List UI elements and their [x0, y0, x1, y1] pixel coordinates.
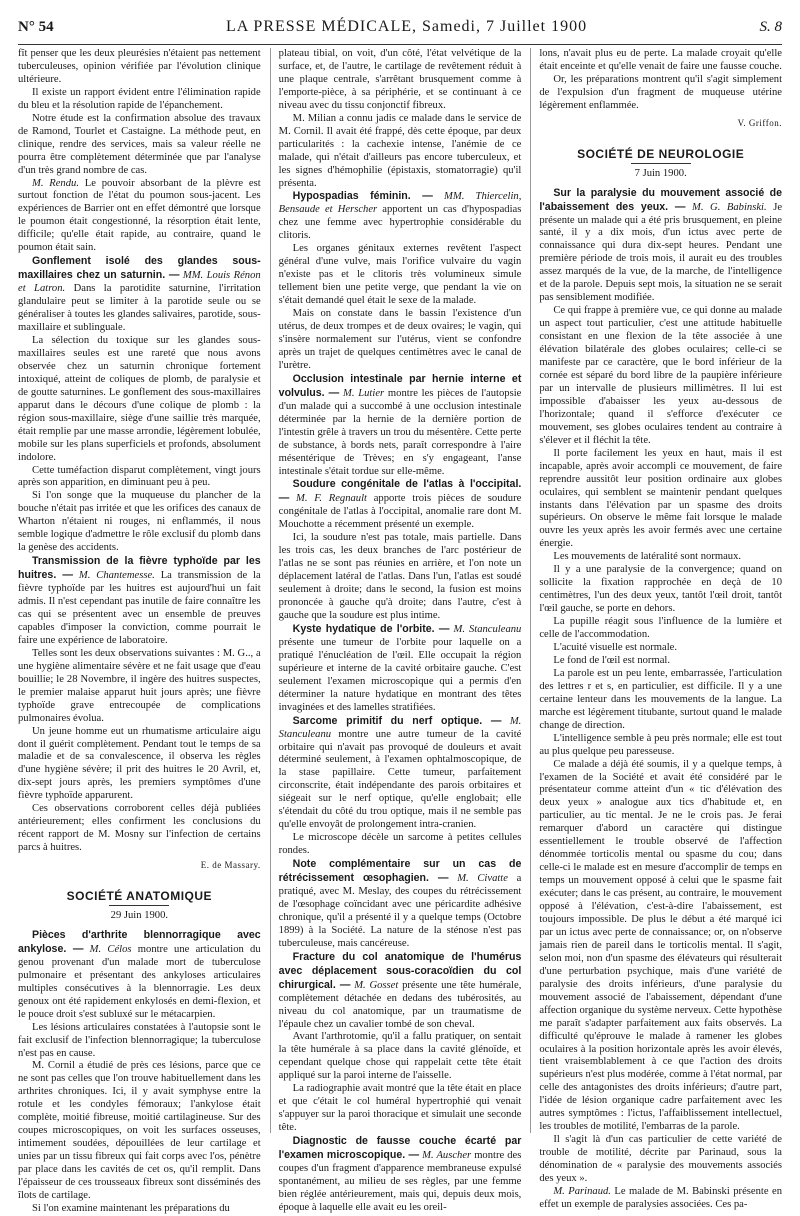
- section-heading: SOCIÉTÉ ANATOMIQUE: [66, 889, 213, 904]
- section-date: 29 Juin 1900.: [110, 910, 169, 921]
- paragraph: M. Milian a connu jadis ce malade dans le service de M. Cornil. Il avait été frappé, dès cette époque, par deux particularités : la cachexie intense, l'anémie de ce malade, qui n'était d'ailleurs pas encore tuberculeux, et les signes d'hémophilie (épistaxis, stomatorragie) qu'il présenta.: [278, 112, 522, 189]
- author: M. Stanculeanu: [453, 623, 522, 635]
- article-title: Sur la paralysie du mouvement associé de l'abaissement des yeux. —: [539, 186, 783, 213]
- paragraph: Mais on constate dans le bassin l'existence d'un utérus, de deux trompes et de deux ovaires; le vagin, qui s'insère normalement sur l'utérus, vient se confondre après un trajet de quelques centimètres avec le canal de l'urètre.: [278, 308, 522, 371]
- article-title: Kyste hydatique de l'orbite. —: [292, 622, 450, 635]
- paragraph: Le microscope décèle un sarcome à petites cellules rondes.: [278, 832, 522, 857]
- paragraph: Si l'on examine maintenant les préparations du: [32, 1202, 230, 1214]
- paragraph: L'acuité visuelle est normale.: [553, 641, 678, 653]
- paragraph: Or, les préparations montrent qu'il s'agit simplement de l'expulsion d'un fragment de muqueuse utérine légèrement enflammée.: [539, 73, 783, 111]
- paragraph: M. Rendu. Le pouvoir absorbant de la plèvre est surtout fonction de l'état du poumon sous-jacent. Les expériences de Barrier ont en effet démontré que lorsque le poumon était congestionné, la résorption était lente, difficile; qu'elle était rapide, au contraire, quand le poumon était sain.: [18, 177, 261, 254]
- article-title: Note complémentaire sur un cas de rétrécissement œsophagien. —: [278, 858, 522, 885]
- article-title: Hypospadias féminin. —: [292, 190, 433, 203]
- author: M. Lutier: [343, 387, 385, 399]
- author: M. Rendu.: [32, 177, 79, 189]
- article-title: Sarcome primitif du nerf optique. —: [292, 714, 502, 727]
- paragraph: Ici, la soudure n'est pas totale, mais partielle. Dans les trois cas, les deux branches de l'arc postérieur de l'atlas ne se sont pas réunies en arrière, et l'on note un déplacement latéral de l'atlas. Dans l'un, l'atlas est soudé seulement à droite; dans le second, la fusion est moins prononcée à gauche qu'à droite; dans l'autre, c'est à gauche que la soudure est plus intime.: [278, 532, 522, 621]
- column-2: [270, 48, 522, 1213]
- article-title: Diagnostic de fausse couche écarté par l'examen microscopique. —: [278, 1135, 522, 1162]
- paragraph: Il s'agit là d'un cas particulier de cette variété de trouble de motilité, décrite par Parinaud, sous la dénomination de « paralysie des mouvements associés des yeux ».: [539, 1134, 783, 1185]
- article: Pièces d'arthrite blennorragique avec ankylose. — M. Célos montre une articulation du genou provenant d'un malade mort de tuberculose pulmonaire et présentant des ankyloses articulaires multiples consécutives à la blennorragie. Les deux genoux ont été rapidement enkylosés en demi-flexion, et le pouce droit s'est subluxé sur le métacarpien.: [18, 928, 261, 1020]
- article: Sarcome primitif du nerf optique. — M. Stanculeanu montre une autre tumeur de la cavité orbitaire qui n'avait pas provoqué de douleurs et avait déterminé seulement, à l'examen ophtalmoscopique, de la stase papillaire. Cette tumeur, parfaitement circonscrite, était indépendante des parois orbitaires et siégeait sur le nerf optique, qu'elle englobait; elle s'étendait du côté du trou optique, mais il ne semble pas qu'elle envoyât de prolongement intra-cranien.: [278, 714, 522, 831]
- author: MM. Thiercelin, Bensaude et Herscher: [278, 191, 522, 216]
- paragraph: Un jeune homme eut un rhumatisme articulaire aigu dont il guérit complètement. Pendant tout le temps de sa maladie et de sa convalescence, il observa les règles d'une hygiène sévère; il prit des huitres le 20 Avril, et, dix-sept jours après, les premiers symptômes d'une fièvre typhoïde apparurent.: [18, 725, 261, 802]
- author: M. F. Regnault: [296, 493, 367, 505]
- header-rule: [18, 44, 782, 45]
- page-number: N° 54: [18, 19, 54, 35]
- section-date: 7 Juin 1900.: [634, 167, 687, 179]
- journal-title: LA PRESSE MÉDICALE, Samedi, 7 Juillet 1900: [225, 18, 588, 35]
- section-rule: [631, 163, 691, 164]
- article-title: Transmission de la fièvre typhoïde par les huitres. —: [18, 555, 261, 582]
- author: M. Parinaud.: [553, 1186, 611, 1198]
- paragraph: Ce malade a déjà été soumis, il y a quelque temps, à l'examen de la Société et avait été considéré par le présentateur comme atteint d'un « tic d'élévation des deux yeux » analogue aux tics d'habitude et, en particulier, au tic mental. Je ne le crois pas. Je ferai remarquer d'abord un caractère qui distingue essentiellement le trouble observé de l'affection dénommée torticolis mental ou spasme du cou; dans celle-ci le malade est en mesure d'accomplir de temps en temps un mouvement opposé à celui que le spasme fait exécuter; dans le cas présent, au contraire, le mouvement opposé à l'élévation, c'est-à-dire l'abaissement, est toujours impossible. De plus le début a été marqué ici par un ictus avec perte de connaissance; or, on n'observe jamais rien de pareil dans le torticolis mental. Il s'agit, selon moi, non d'un spasme des élévateurs qui résulterait d'une perturbation psychique, mais d'une variété de paralysie des droits inférieurs, d'une paralysie du mouvement associé de l'abaissement, dépendant d'une affection organique du système nerveux. Cette hypothèse me paraît s'adapter parfaitement aux faits observés. La difficulté qu'éprouve le malade à ramener les globes oculaires à la position horizontale après les avoir élevés, tient vraisemblablement à ce que l'action des droits supérieurs n'est plus modérée, comme à l'état normal, par celle des antagonistes des droits inférieurs; d'autre part, l'idée de lésion organique cadre parfaitement avec les autres symptômes : l'ictus, l'affaiblissement intellectuel, les troubles de motilité, l'embarras de la parole.: [539, 758, 783, 1133]
- author: M. Gosset: [354, 979, 399, 991]
- paragraph: La radiographie avait montré que la tête était en place et que c'était le col huméral hypertrophié qui venait s'appuyer sur la paroi thoracique et simulait une seconde tête.: [278, 1083, 522, 1134]
- author: M. Chantemesse.: [78, 570, 155, 582]
- article: Fracture du col anatomique de l'humérus avec déplacement sous-coracoïdien du col chirurgical. — M. Gosset présente une tête humérale, complètement détachée en dedans des tubérosités, au niveau du col anatomique, par un traumatisme de l'épaule chez un cavalier tombé de son cheval.: [278, 950, 522, 1030]
- paragraph: Le fond de l'œil est normal.: [553, 654, 670, 666]
- article: Diagnostic de fausse couche écarté par l'examen microscopique. — M. Auscher montre des coupes d'un fragment d'apparence membraneuse expulsé spontanément, au milieu de ses règles, par une femme bien réglée antérieurement, mais qui, depuis deux mois, époque à laquelle elle avait eu les oreil-: [278, 1135, 522, 1213]
- author: M. G. Babinski.: [692, 201, 767, 213]
- paragraph: Il porte facilement les yeux en haut, mais il est incapable, après avoir accompli ce mouvement, de faire reprendre aussitôt leur position ordinaire aux globes oculaires, qui semblent se maintenir pendant quelques instants dans l'élévation par un spasme des droits supérieurs. On observe le même fait lorsque le malade ouvre les yeux après les avoir fermés avec une certaine énergie.: [539, 447, 783, 550]
- paragraph: Les lésions articulaires constatées à l'autopsie sont le fait exclusif de l'infection blennorragique; la tuberculose n'est pas en cause.: [18, 1021, 261, 1059]
- signature: E. de Massary.: [200, 860, 261, 871]
- paragraph: Si l'on songe que la muqueuse du plancher de la bouche n'était pas irritée et que les orifices des canaux de Wharton n'étaient ni rouges, ni enflammés, il nous semble logique d'admettre le rôle exclusif du plomb dans la genèse des accidents.: [18, 490, 261, 554]
- page-header: [18, 18, 782, 40]
- paragraph: Telles sont les deux observations suivantes : M. G.., a une hygiène alimentaire sévère et ne fait usage que d'eau bouillie; le 28 Novembre, il ingère des huitres suspectes, le premier malaise apparut huit jours après; une fièvre typhoïde grave entrecoupée de complications pulmonaires évolua.: [18, 647, 261, 724]
- paragraph: Ce qui frappe à première vue, ce qui donne au malade un aspect tout particulier, c'est une attitude habituelle consistant en une flexion de la tête associée à une élévation bilatérale des globes oculaires; celle-ci se manifeste par ce caractère, que le bord inférieur de la cornée est séparé du bord libre de la paupière inférieure par un intervalle de plusieurs millimètres. Il lui est impossible d'abaisser les yeux au-dessous de l'horizontale; quand il s'efforce d'exécuter ce mouvement, ses globes oculaires tendent au contraire à s'élever et il fléchit la tête.: [539, 305, 783, 446]
- article: Transmission de la fièvre typhoïde par les huitres. — M. Chantemesse. La transmission de la fièvre typhoïde par les huitres est aujourd'hui un fait admis. Il n'est cependant pas inutile de faire connaître les cas qui se présentent avec un ensemble de preuves capables d'imposer la conviction, comme pourrait le faire une expérience de laboratoire.: [18, 555, 261, 646]
- paragraph: fît penser que les deux pleurésies n'étaient pas nettement tuberculeuses, opinion vérifiée par l'évolution clinique ultérieure.: [18, 48, 261, 85]
- article: Kyste hydatique de l'orbite. — M. Stanculeanu présente une tumeur de l'orbite pour laquelle on a pratiqué l'énucléation de l'œil. Elle occupait la région supérieure et interne de la cavité orbitaire gauche. C'est seulement l'examen microscopique qui a permis d'en déterminer la nature hydatique en montrant des têtes invaginées et des lamelles stratifiées.: [278, 622, 522, 713]
- section-marker: S. 8: [759, 19, 782, 35]
- paragraph: La sélection du toxique sur les glandes sous-maxillaires seules est une rareté que nous avons observée chez un saturnin chronique fortement intoxiqué, atteint de coliques de plomb, de paralysie et de goutte saturnines. Le gonflement des sous-maxillaires apparut dans le décours d'une colique de plomb : la région sous-maxillaire, siège d'une saillie très marquée, était remplie par une masse arrondie, légèrement lobulée, mobile sur les plans superficiels et profonds, absolument indolore.: [18, 334, 261, 463]
- article: Occlusion intestinale par hernie interne et volvulus. — M. Lutier montre les pièces de l'autopsie d'un malade qui a succombé à une occlusion intestinale déterminée par la hernie de la dernière portion de l'intestin grêle à travers un trou du mésentère. Cette perte de substance, à bords nets, paraît correspondre à l'aire mésentérique de Trèves; en s'y engageant, l'anse intestinale s'était tordue sur elle-même.: [278, 372, 522, 477]
- paragraph: L'intelligence semble à peu près normale; elle est tout au plus quelque peu paresseuse.: [539, 732, 783, 757]
- section-rule: [109, 905, 169, 906]
- author: M. Stanculeanu: [278, 715, 522, 740]
- paragraph: plateau tibial, on voit, d'un côté, l'état velvétique de la surface, et, de l'autre, le cartilage de revêtement réduit à une plaque centrale, s'arrêtant brusquement comme à l'emporte-pièce, à sa périphérie, et se continuant à ce niveau avec du tissu conjonctif fibreux.: [278, 48, 522, 111]
- article-title: Fracture du col anatomique de l'humérus avec déplacement sous-coracoïdien du col chirurgical. —: [278, 950, 522, 991]
- article: Sur la paralysie du mouvement associé de l'abaissement des yeux. — M. G. Babinski. Je présente un malade qui a été pris brusquement, en pleine santé, il y a dix mois, d'un ictus avec perte de connaissance qui dura dix-sept heures. Pendant une première période de trois mois, il aurait eu des troubles assez marqués de la vue, de la marche, de l'intelligence et de la parole. Depuis sept mois, la situation ne se serait pas sensiblement modifiée.: [539, 186, 783, 304]
- paragraph: Il existe un rapport évident entre l'élimination rapide du bleu et la résolution rapide de l'épanchement.: [18, 86, 261, 111]
- author: M. Célos: [89, 943, 132, 955]
- article-title: Gonflement isolé des glandes sous-maxillaires chez un saturnin. —: [18, 255, 261, 282]
- paragraph: La parole est un peu lente, embarrassée, l'articulation des lettres r et s, en particulier, est difficile. Il y a une certaine lenteur dans les mouvements de la langue. La marche est légèrement titubante, surtout quand le malade change de direction.: [539, 667, 783, 731]
- page-columns: [18, 48, 783, 1214]
- article-title: Pièces d'arthrite blennorragique avec ankylose. —: [18, 928, 261, 955]
- paragraph: Il y a une paralysie de la convergence; quand on sollicite la fixation rapprochée en deçà de 10 centimètres, l'un des deux yeux, tantôt l'œil droit, tantôt l'œil gauche, se porte en dehors.: [539, 564, 783, 615]
- signature: V. Griffon.: [737, 117, 783, 128]
- paragraph: La pupille réagit sous l'influence de la lumière et celle de l'accommodation.: [539, 616, 783, 641]
- article-title: Soudure congénitale de l'atlas à l'occipital. —: [278, 478, 522, 505]
- paragraph: M. Cornil a étudié de près ces lésions, parce que ce ne sont pas celles que l'on trouve habituellement dans les arthrites chroniques. Ici, il y avait symphyse entre la rotule et les condyles fémoraux; l'ankylose était complète, moitié fibreuse, moitié cartilagineuse. Sur des coupes microscopiques, on voit les surfaces osseuses, intimement soudées, dépouillées de leur cartilage et unies par un tissu fibreux qui fait corps avec l'os, pénètre par place dans les cavités de cet os, qu'il remplit. Dans l'épaisseur de ces trousseaux fibreux sont disséminés des îlots de cartilage.: [18, 1060, 261, 1202]
- column-1: [18, 48, 261, 1214]
- paragraph: Cette tuméfaction disparut complètement, vingt jours après son apparition, en diminuant peu à peu.: [18, 464, 261, 489]
- author: MM. Louis Rénon et Latron.: [18, 270, 261, 295]
- section-heading: SOCIÉTÉ DE NEUROLOGIE: [577, 146, 745, 161]
- author: M. Auscher: [422, 1150, 472, 1162]
- paragraph: lons, n'avait plus eu de perte. La malade croyait qu'elle était enceinte et qu'elle venait de faire une fausse couche.: [539, 48, 783, 72]
- paragraph: Avant l'arthrotomie, qu'il a fallu pratiquer, on sentait la tête humérale à sa place dans la cavité glénoïde, et cependant quelque chose qui rappelait cette tête était appliqué sur la paroi interne de l'aisselle.: [278, 1031, 522, 1082]
- article: Note complémentaire sur un cas de rétrécissement œsophagien. — M. Civatte a pratiqué, avec M. Meslay, des coupes du rétrécissement de l'œsophage coïncidant avec une péricardite adhésive chronique, qu'il a présenté il y a quelque temps (Octobre 1899) à la Société. La nature de la sténose n'est pas tuberculeuse, mais cancéreuse.: [278, 858, 522, 949]
- paragraph: M. Parinaud. Le malade de M. Babinski présente en effet un exemple de paralysies associées. Ces pa-: [539, 1186, 782, 1210]
- column-3: [530, 48, 783, 1210]
- article-title: Occlusion intestinale par hernie interne et volvulus. —: [278, 372, 522, 399]
- paragraph: Ces observations corroborent celles déjà publiées antérieurement; elles confirment les conclusions du récent rapport de M. Mosny sur l'infection de certains parcs à huitres.: [18, 803, 261, 854]
- author: M. Civatte: [457, 873, 508, 885]
- article: Gonflement isolé des glandes sous-maxillaires chez un saturnin. — MM. Louis Rénon et Latron. Dans la parotidite saturnine, l'irritation glandulaire peut se limiter à la parotide seule ou se généraliser à toutes les glandes salivaires, parotide, sous-maxillaire et sublinguale.: [18, 255, 261, 334]
- paragraph: Les organes génitaux externes revêtent l'aspect général d'une vulve, mais l'orifice vulvaire du vagin n'existe pas et le clitoris très volumineux simule tellement bien une petite verge, que pendant la vie on s'était demandé quel était le sexe de la malade.: [278, 243, 522, 307]
- article: Soudure congénitale de l'atlas à l'occipital. — M. F. Regnault apporte trois pièces de soudure congénitale de l'atlas à l'occipital, anomalie rare dont M. Mouchotte a récemment présenté un exemple.: [278, 478, 522, 531]
- paragraph: Notre étude est la confirmation absolue des travaux de Ramond, Tourlet et Castaigne. La méthode peut, en clinique, rendre des services, mais sa valeur réelle ne pourra être complètement déterminée que par l'analyse d'un très grand nombre de cas.: [18, 112, 261, 176]
- article: Hypospadias féminin. — MM. Thiercelin, Bensaude et Herscher apportent un cas d'hypospadias chez une femme avec hypertrophie considérable du clitoris.: [278, 190, 522, 242]
- paragraph: Les mouvements de latéralité sont normaux.: [553, 551, 742, 563]
